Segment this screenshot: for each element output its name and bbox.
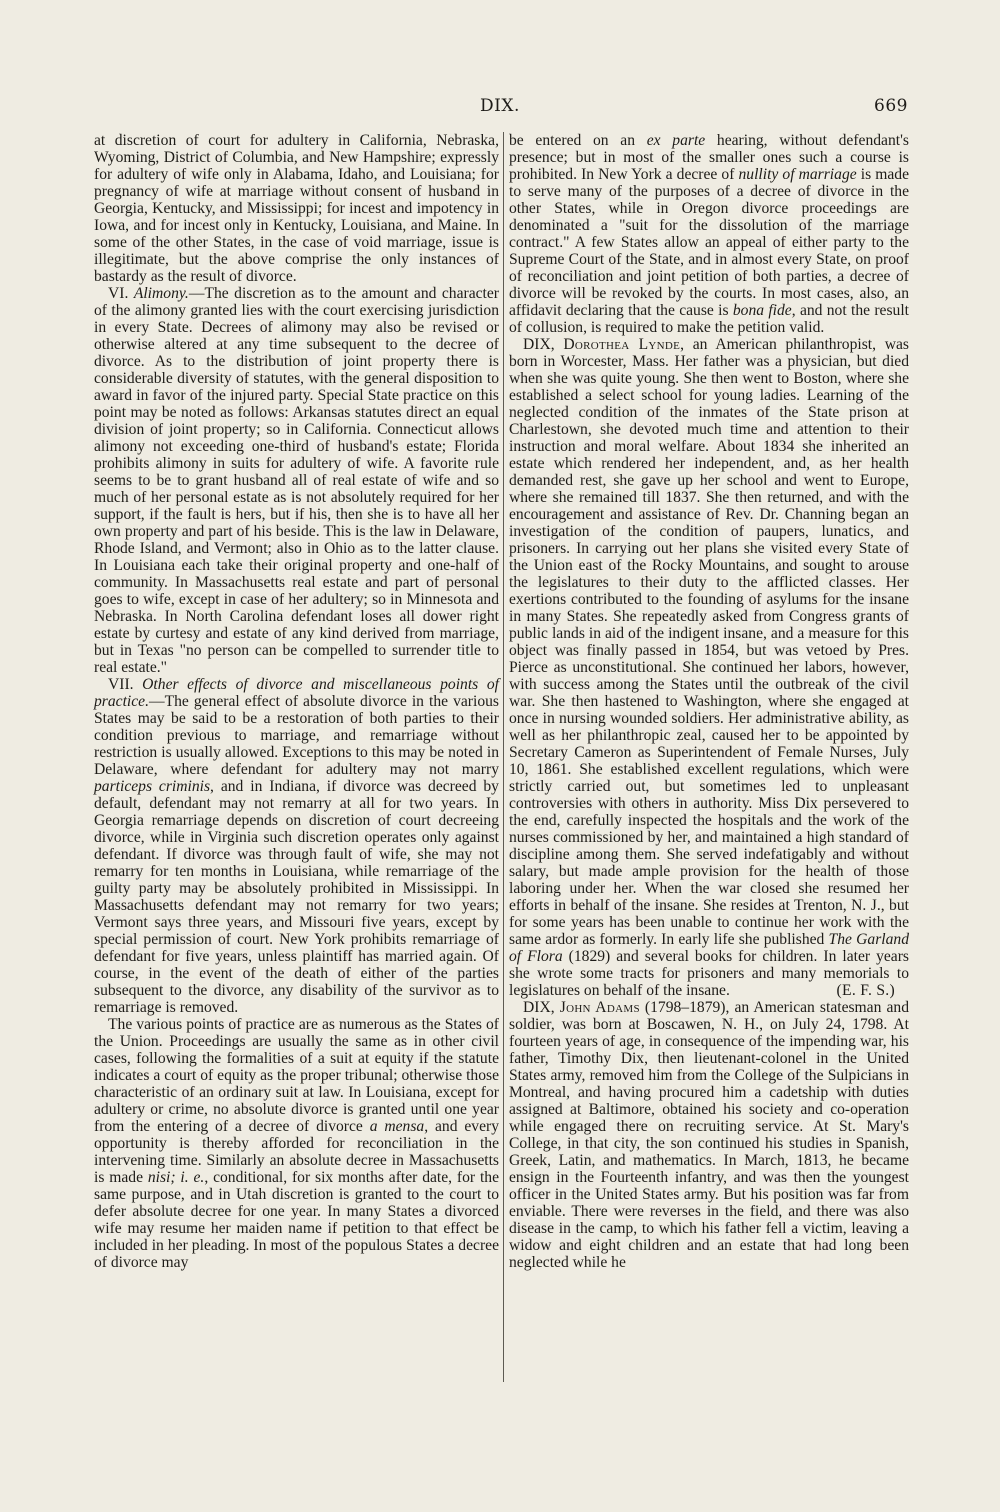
- section-number: VI.: [108, 285, 129, 302]
- running-head: [0, 96, 1000, 122]
- entry-dorothea-dix: [509, 336, 909, 999]
- running-title: DIX.: [480, 96, 520, 116]
- author-initials: (E. F. S.): [836, 982, 895, 999]
- paragraph-other-effects: [94, 676, 499, 1016]
- italic-term: nullity of marriage: [738, 166, 857, 183]
- section-heading-alimony: Alimony.: [133, 285, 189, 302]
- italic-term: ex parte: [646, 132, 706, 149]
- page-number: 669: [874, 96, 908, 116]
- paragraph-text: , conditional, for six months after date, for the same purpose, and in Utah discretion is granted to the court to defer absolute decree for one year. In many States a divorced wife may resume her maiden name if petition to that effect be included in her pleading. In most of the populous States a decree of divorce may: [94, 1169, 499, 1271]
- paragraph-text: , and in Indiana, if divorce was decreed by default, defendant may not remarry at all for two years. In Georgia remarriage depends on discretion of court decreeing divorce, while in Virginia such discretion operates only against defendant. If divorce was through fault of wife, she may not remarry for ten months in Louisiana, while remarriage of the guilty party may be absolutely prohibited in Mississippi. In Massachusetts defendant may not remarry for two years; Vermont says three years, and Missouri five years, except by special permission of court. New York prohibits remarriage of defendant for five years, unless plaintiff has married again. Of course, in the event of the death of either of the parties subsequent to the divorce, any disability of the survivor as to remarriage is removed.: [94, 778, 499, 1016]
- paragraph-continuation: [509, 132, 909, 336]
- column-divider: [503, 132, 504, 1382]
- paragraph-practice: [94, 1016, 499, 1271]
- book-title: The Garland of Flora: [509, 931, 909, 965]
- entry-headword-given-names: Dorothea Lynde: [563, 336, 681, 353]
- paragraph-text: , an American philanthropist, was born in Worcester, Mass. Her father was a physician, but died when she was quite young. She then went to Boston, where she established a select school for young ladies. Learning of the neglected condition of the inmates of the State prison at Charlestown, she devoted much time and attention to their instruction and moral welfare. About 1834 she inherited an estate which rendered her independent, and, as her health demanded rest, she gave up her school and went to Europe, where she remained till 1837. She then returned, and with the encouragement and assistance of Rev. Dr. Channing began an investigation of the condition of paupers, lunatics, and prisoners. In carrying out her plans she visited every State of the Union east of the Rocky Mountains, and sought to arouse the legislatures to their duty to the afflicted classes. Her exertions contributed to the founding of asylums for the insane in many States. She repeatedly asked from Congress grants of public lands in aid of the indigent insane, and a measure for this object was finally passed in 1854, but was vetoed by Pres. Pierce as unconstitutional. She continued her labors, however, with success among the States until the outbreak of the civil war. She then hastened to Washington, where she engaged at once in nursing wounded soldiers. Her administrative ability, as well as her philanthropic zeal, caused her to be appointed by Secretary Cameron as Superintendent of Female Nurses, July 10, 1861. She established excellent regulations, which were strictly carried out, but sometimes led to unpleasant controversies with others in authority. Miss Dix persevered to the end, carefully inspected the hospitals and the work of the nurses commissioned by her, and maintained a high standard of discipline among them. She served indefatigably and without salary, but made ample provision for the health of those laboring under her. When the war closed she resumed her efforts in behalf of the insane. She resides at Trenton, N. J., but for some years has been unable to continue her work with the same ardor as formerly. In early life she published: [509, 336, 909, 948]
- italic-term: nisi; i. e.: [147, 1169, 205, 1186]
- entry-john-adams-dix: [509, 999, 909, 1271]
- section-number: VII.: [108, 676, 134, 693]
- paragraph-text: (1829) and several books for children. In later years she wrote some tracts for prisoners and many memorials to legislatures on behalf of the insane.: [509, 948, 909, 999]
- paragraph-text: —The discretion as to the amount and character of the alimony granted lies with the court exercising jurisdiction in every State. Decrees of alimony may also be revised or otherwise altered at any time subsequent to the decree of divorce. As to the distribution of joint property there is considerable diversity of statutes, with the general disposition to award in favor of the injured party. Special State practice on this point may be noted as follows: Arkansas statutes direct an equal division of joint property; so in California. Connecticut allows alimony not exceeding one-third of husband's estate; Florida prohibits alimony in suits for adultery of wife. A favorite rule seems to be to grant husband all of real estate of wife and so much of her personal estate as is not absolutely required for her support, if the fault is hers, but if his, then she is to have all her own property and part of his beside. This is the law in Delaware, Rhode Island, and Vermont; also in Ohio as to the latter clause. In Louisiana each take their original property and one-half of community. In Massachusetts real estate and part of personal goes to wife, except in case of her adultery; so in Minnesota and Nebraska. In North Carolina defendant loses all dower right estate by curtesy and estate of any kind derived from marriage, but in Texas "no person can be compelled to surrender title to real estate.": [94, 285, 499, 676]
- paragraph-text: The various points of practice are as numerous as the States of the Union. Proceedings are usually the same as in other civil cases, following the formalities of a suit at equity if the statute indicates a court of equity as the proper tribunal; otherwise those characteristic of an ordinary suit at law. In Louisiana, except for adultery or crime, no absolute divorce is granted until one year from the entering of a decree of divorce: [94, 1016, 499, 1135]
- paragraph-text: , and every opportunity is thereby afforded for reconciliation in the intervening time. Similarly an absolute decree in Massachusetts is made: [94, 1118, 499, 1186]
- paragraph-bastardy: at discretion of court for adultery in California, Nebraska, Wyoming, District of Columbia, and New Hampshire; expressly for adultery of wife only in Alabama, Idaho, and Louisiana; for pregnancy of wife at marriage without consent of husband in Georgia, Kentucky, and Mississippi; for incest and impotency in Iowa, and for incest only in Kentucky, Louisiana, and Maine. In some of the other States, in the case of void marriage, issue is illegitimate, but the above comprise the only instances of bastardy as the result of divorce.: [94, 132, 499, 285]
- paragraph-text: is made to serve many of the purposes of a decree of divorce in the other States, while in Oregon divorce proceedings are denominated a "suit for the dissolution of the marriage contract." A few States allow an appeal of either party to the Supreme Court of the State, and in almost every State, on proof of reconciliation and joint petition of both parties, a decree of divorce will be revoked by the courts. In most cases, also, an affidavit declaring that the cause is: [509, 166, 909, 319]
- italic-term: particeps criminis: [94, 778, 211, 795]
- entry-headword-given-names: John Adams: [559, 999, 640, 1016]
- right-column: [509, 132, 909, 1271]
- italic-term: a mensa: [369, 1118, 425, 1135]
- paragraph-text: be entered on an: [509, 132, 647, 149]
- italic-term: bona fide: [732, 302, 792, 319]
- paragraph-text: hearing, without defendant's presence; but in most of the smaller ones such a course is prohibited. In New York a decree of: [509, 132, 909, 183]
- entry-headword: DIX,: [523, 336, 555, 353]
- entry-headword: DIX,: [523, 999, 555, 1016]
- paragraph-text: , and not the result of collusion, is required to make the petition valid.: [509, 302, 909, 336]
- section-heading-other-effects: Other effects of divorce and miscellaneous points of practice.: [94, 676, 499, 710]
- paragraph-alimony: [94, 285, 499, 676]
- paragraph-text: —The general effect of absolute divorce in the various States may be said to be a restoration of both parties to their condition previous to marriage, and remarriage without restriction is usually allowed. Exceptions to this may be noted in Delaware, where defendant for adultery may not marry: [94, 693, 499, 778]
- paragraph-text: (1798–1879), an American statesman and soldier, was born at Boscawen, N. H., on July 24, 1798. At fourteen years of age, in consequence of the impending war, his father, Timothy Dix, then lieutenant-colonel in the United States army, removed him from the College of the Sulpicians in Montreal, and having procured him a cadetship with duties assigned at Baltimore, obtained his society and co-operation while engaged there on recruiting service. At St. Mary's College, in that city, the son continued his studies in Spanish, Greek, Latin, and mathematics. In March, 1813, he became ensign in the Fourteenth infantry, and was then the youngest officer in the United States army. But his position was far from enviable. There were reverses in the field, and there was also disease in the camp, to which his father fell a victim, leaving a widow and eight children and an estate that had long been neglected while he: [509, 999, 909, 1271]
- left-column: [94, 132, 499, 1271]
